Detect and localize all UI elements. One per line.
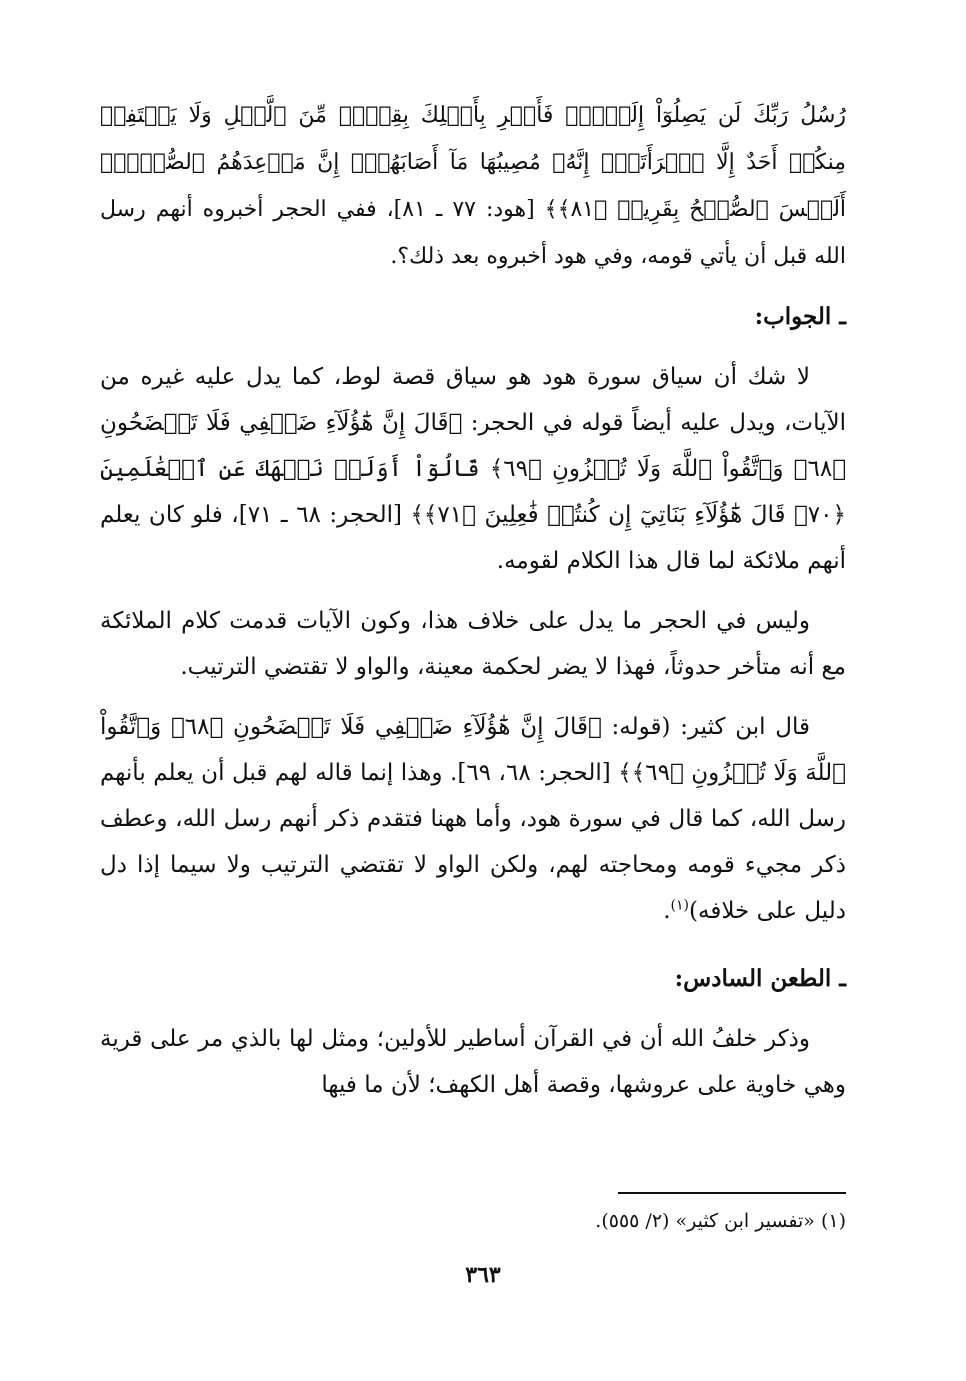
heading-sixth-objection: ـ الطعن السادس: <box>674 965 846 992</box>
paragraph-text: رُسُلُ رَبِّكَ لَن يَصِلُوٓاْ إِلَيۡكَۖ فَأَسۡرِ بِأَهۡلِكَ بِقِطۡعٖ مِّنَ ٱلَّيۡلِ وَلَا يَلۡتَفِتۡ مِنكُمۡ أَحَدٌ إِلَّا ٱمۡرَأَتَكَۖ إِنَّهُۥ مُصِيبُهَا مَآ أَصَابَهُمۡۚ إِنَّ مَوۡعِدَهُمُ ٱلصُّبۡحُۚ أَلَيۡسَ ٱلصُّبۡحُ بِقَرِيبٖ ﴿٨١﴾﴾ [هود: ٧٧ ـ ٨١]، ففي الحجر أخبروه أنهم رسل الله قبل أن يأتي قومه، وفي هود أخبروه بعد ذلك؟. <box>100 103 847 269</box>
spacer <box>100 280 846 294</box>
footnote-reference: (١) <box>670 897 690 914</box>
page-number: ٣٦٣ <box>465 1262 501 1288</box>
page-body <box>100 92 846 1381</box>
quote-end: . <box>663 898 671 924</box>
quote-text: قال ابن كثير: (قوله: ﴿قَالَ إِنَّ هَٰٓؤُلَآءِ ضَيۡفِي فَلَا تَفۡضَحُونِ ﴿٦٨﴾ وَٱتَّقُواْ ٱللَّهَ وَلَا تُخۡزُونِ ﴿٦٩﴾﴾ [الحجر: ٦٨، ٦٩]. وهذا إنما قاله لهم قبل أن يعلم بأنهم رسل الله، كما قال في سورة هود، وأما ههنا فتقدم ذكر أنهم رسل الله، وعطف ذكر مجيء قومه ومحاجته لهم، ولكن الواو لا تقتضي الترتيب ولا سيما إذا دل دليل على خلافه) <box>100 714 846 924</box>
answer-paragraph-3 <box>100 704 846 934</box>
footnote-divider <box>618 1192 846 1194</box>
spacer <box>100 1002 846 1016</box>
spacer <box>100 584 846 598</box>
sixth-paragraph-1: وذكر خلفُ الله أن في القرآن أساطير للأولين؛ ومثل لها بالذي مر على قرية وهي خاوية على عروشها، وقصة أهل الكهف؛ لأن ما فيها <box>100 1026 846 1098</box>
spacer <box>100 934 846 956</box>
answer-paragraph-1: لا شك أن سياق سورة هود هو سياق قصة لوط، كما يدل عليه غيره من الآيات، ويدل عليه أيضاً قوله في الحجر: ﴿قَالَ إِنَّ هَٰٓؤُلَآءِ ضَيۡفِي فَلَا تَفۡضَحُونِ ﴿٦٨﴾ وَٱتَّقُواْ ٱللَّهَ وَلَا تُخۡزُونِ ﴿٦٩﴾ قَالُوٓاْ أَوَلَمۡ نَنۡهَكَ عَنِ ٱلۡعَٰلَمِينَ ﴿٧٠﴾ قَالَ هَٰٓؤُلَآءِ بَنَاتِيٓ إِن كُنتُمۡ فَٰعِلِينَ ﴿٧١﴾﴾ [الحجر: ٦٨ ـ ٧١]، فلو كان يعلم أنهم ملائكة لما قال هذا الكلام لقومه. <box>100 364 846 574</box>
heading-answer: ـ الجواب: <box>754 303 846 330</box>
opening-paragraph <box>100 92 846 280</box>
footnote: (١) «تفسير ابن كثير» (٢/ ٥٥٥). <box>595 1210 846 1232</box>
spacer <box>100 340 846 354</box>
spacer <box>100 690 846 704</box>
answer-paragraph-2: وليس في الحجر ما يدل على خلاف هذا، وكون الآيات قدمت كلام الملائكة مع أنه متأخر حدوثاً، فهذا لا يضر لحكمة معينة، والواو لا تقتضي الترتيب. <box>100 608 846 680</box>
